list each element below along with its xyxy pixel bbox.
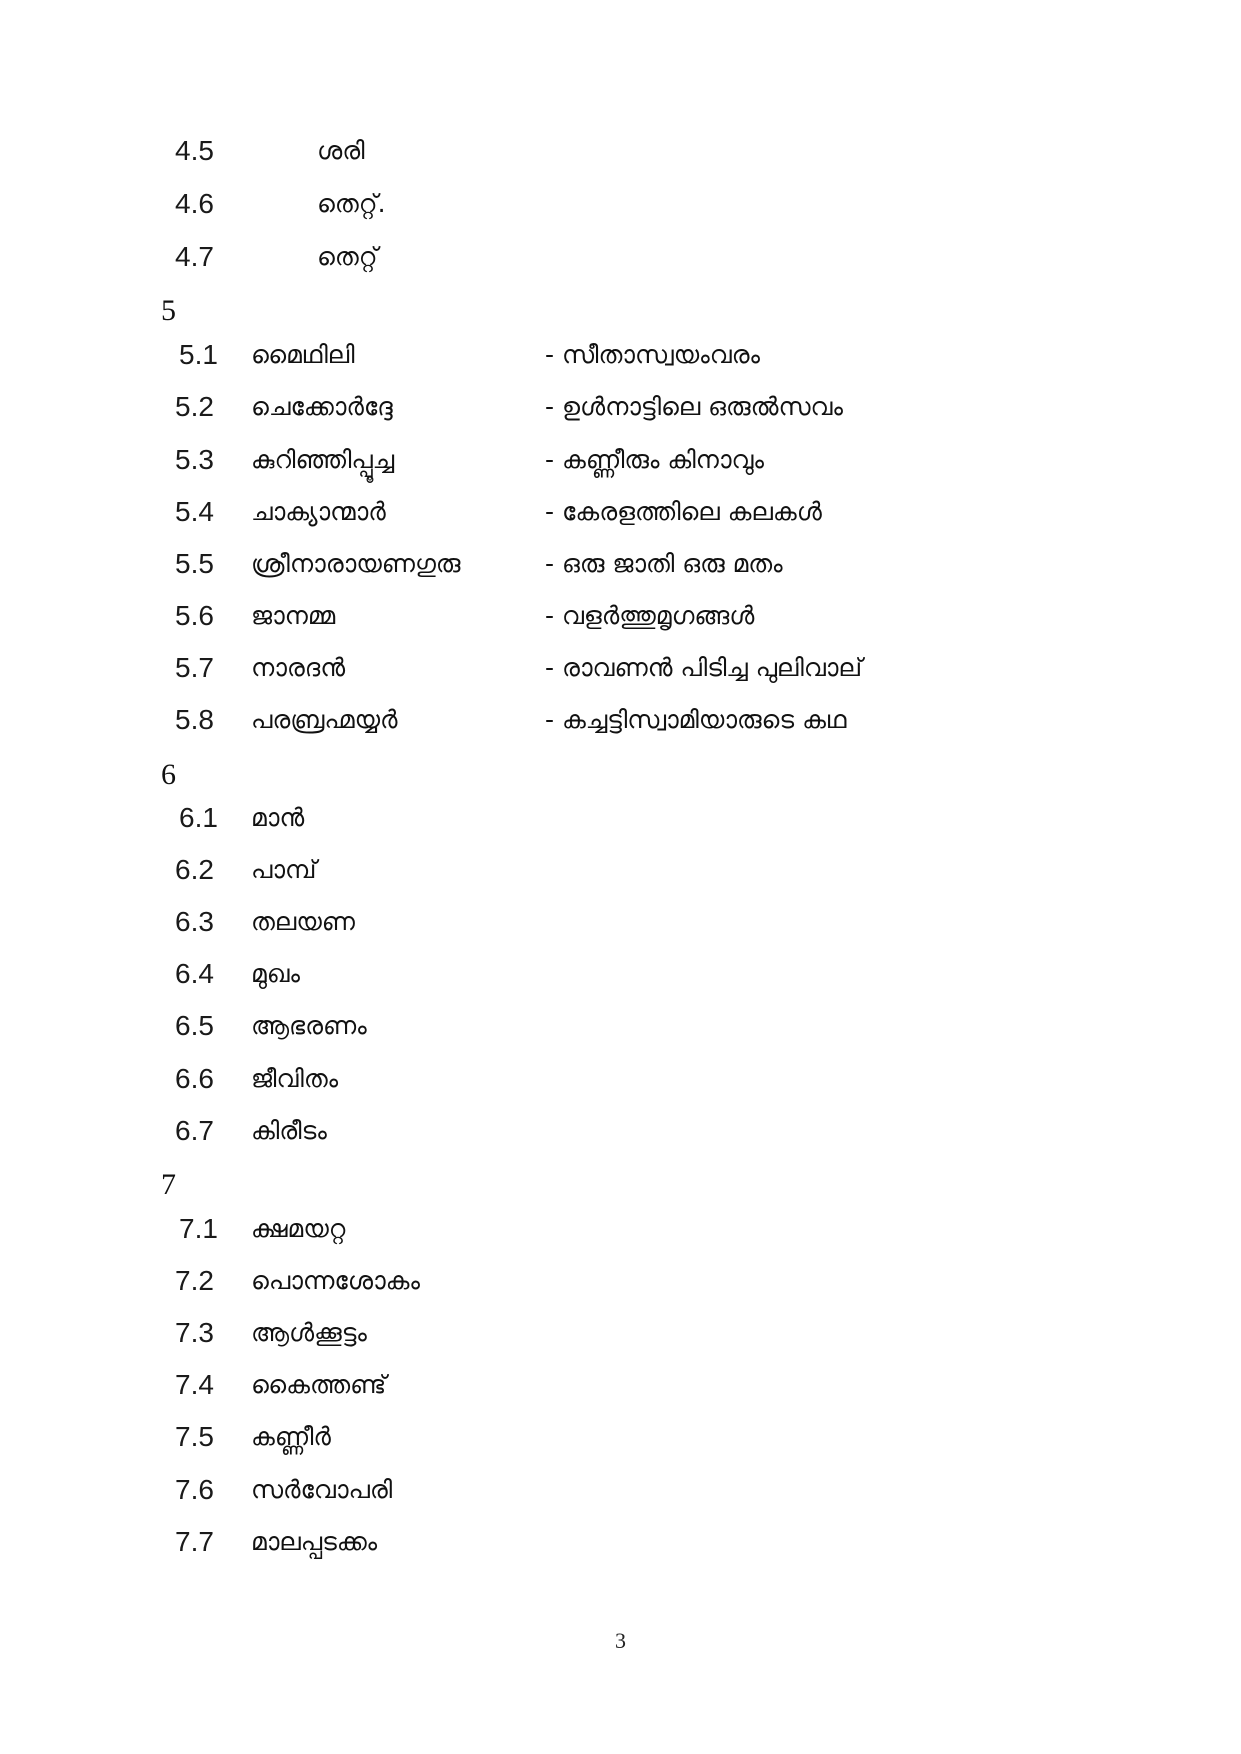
- item-number: 7.4: [175, 1369, 214, 1400]
- item-number: 7.3: [175, 1317, 214, 1348]
- answer-text: ആൾക്കൂട്ടം: [251, 1318, 367, 1347]
- item-number: 5.2: [175, 391, 214, 422]
- match-right: - സീതാസ്വയംവരം: [545, 340, 761, 369]
- item-number: 7.7: [175, 1526, 214, 1557]
- item-number: 5.4: [175, 496, 214, 527]
- item-number: 6.7: [175, 1115, 214, 1146]
- answer-text: മാൻ: [251, 803, 305, 832]
- answer-text: തെറ്റ്: [317, 242, 378, 271]
- match-left: നാരദൻ: [251, 653, 346, 682]
- item-number: 5.3: [175, 444, 214, 475]
- match-left: മൈഥിലി: [251, 340, 355, 369]
- answer-text: ആഭരണം: [251, 1011, 367, 1040]
- answer-text: മാലപ്പടക്കം: [251, 1527, 378, 1556]
- answer-text: കൈത്തണ്ട്: [251, 1370, 387, 1399]
- match-right: - ഒരു ജാതി ഒരു മതം: [545, 549, 783, 578]
- item-number: 5.5: [175, 548, 214, 579]
- answer-text: ശരി: [317, 136, 365, 165]
- item-number: 7.1: [179, 1213, 218, 1244]
- answer-text: തെറ്റ്.: [317, 189, 386, 218]
- answer-text: പാമ്പ്: [251, 855, 317, 884]
- match-left: ശ്രീനാരായണഗുരു: [251, 549, 461, 578]
- match-right: - രാവണൻ പിടിച്ച പുലിവാല്: [545, 653, 863, 682]
- match-left: ജാനമ്മ: [251, 601, 336, 630]
- answer-text: പൊന്നശോകം: [251, 1266, 420, 1295]
- item-number: 6.6: [175, 1063, 214, 1094]
- section-heading: 7: [161, 1168, 176, 1201]
- match-left: പരബ്രഹ്മയ്യർ: [251, 705, 398, 734]
- match-right: - ഉൾനാട്ടിലെ ഒരുൽസവം: [545, 392, 843, 421]
- item-number: 4.5: [175, 135, 214, 166]
- section-heading: 6: [161, 758, 176, 791]
- item-number: 6.5: [175, 1010, 214, 1041]
- item-number: 6.4: [175, 958, 214, 989]
- answer-text: ക്ഷമയറ്റ: [251, 1214, 346, 1243]
- item-number: 7.5: [175, 1421, 214, 1452]
- item-number: 4.7: [175, 241, 214, 272]
- match-left: കുറിഞ്ഞിപ്പൂച്ച: [251, 445, 395, 474]
- match-left: ചാക്യാന്മാർ: [251, 497, 386, 526]
- match-right: - വളർത്തുമൃഗങ്ങൾ: [545, 601, 755, 630]
- item-number: 6.2: [175, 854, 214, 885]
- item-number: 6.3: [175, 906, 214, 937]
- answer-text: കിരീടം: [251, 1116, 327, 1145]
- item-number: 5.7: [175, 652, 214, 683]
- match-right: - കച്ചട്ടിസ്വാമിയാരുടെ കഥ: [545, 705, 847, 734]
- answer-text: സർവോപരി: [251, 1475, 393, 1504]
- match-left: ചെക്കോർദ്ദേ: [251, 392, 393, 421]
- item-number: 5.6: [175, 600, 214, 631]
- item-number: 5.1: [179, 339, 218, 370]
- item-number: 7.2: [175, 1265, 214, 1296]
- answer-text: മുഖം: [251, 959, 300, 988]
- match-right: - കണ്ണീരും കിനാവും: [545, 445, 764, 474]
- match-right: - കേരളത്തിലെ കലകൾ: [545, 497, 822, 526]
- item-number: 4.6: [175, 188, 214, 219]
- answer-text: തലയണ: [251, 907, 355, 936]
- item-number: 7.6: [175, 1474, 214, 1505]
- item-number: 5.8: [175, 704, 214, 735]
- answer-text: കണ്ണീർ: [251, 1422, 331, 1451]
- item-number: 6.1: [179, 802, 218, 833]
- page-number: 3: [615, 1628, 626, 1653]
- section-heading: 5: [161, 294, 176, 327]
- answer-text: ജീവിതം: [251, 1064, 339, 1093]
